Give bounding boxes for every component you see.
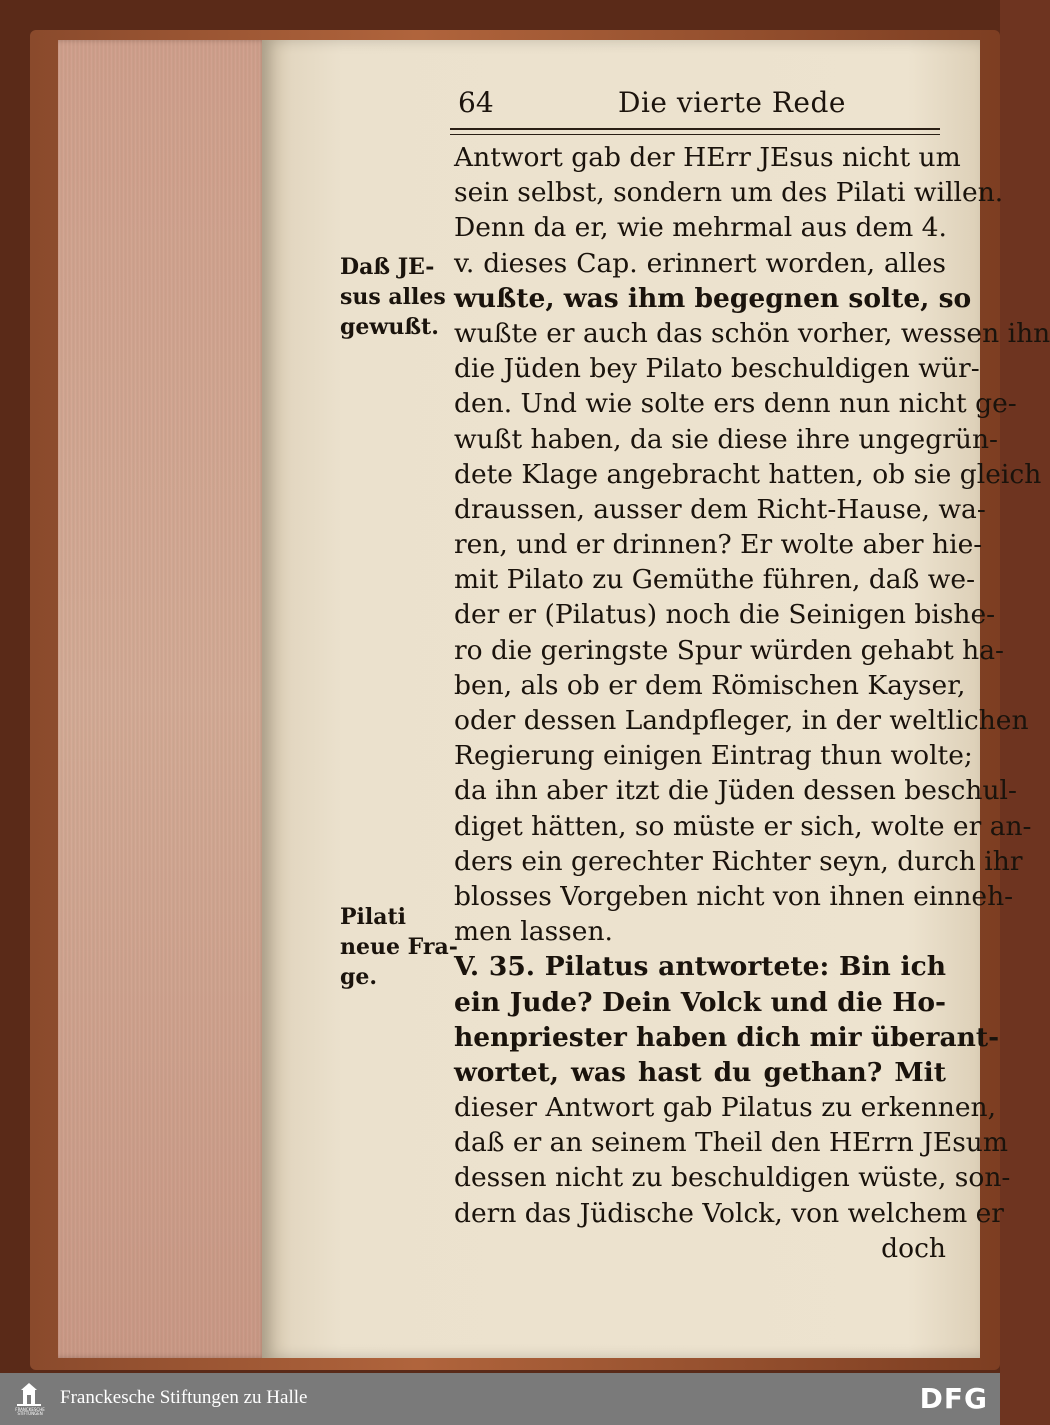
- text-line: sein selbst, sondern um des Pilati willen.: [454, 177, 1004, 209]
- foundation-logo[interactable]: [14, 1381, 44, 1419]
- marginal-line: Pilati: [340, 904, 407, 930]
- body-text: [454, 140, 1050, 1266]
- marginal-line: neue Fra-: [340, 934, 458, 960]
- text-line: ben, als ob er dem Römischen Kayser,: [454, 669, 966, 701]
- header-rule: [450, 128, 940, 135]
- marginal-note: [340, 252, 446, 342]
- text-line: mit Pilato zu Gemüthe führen, daß we-: [454, 564, 976, 596]
- page-number: 64: [458, 86, 494, 119]
- text-line: wußt haben, da sie diese ihre ungegrün-: [454, 423, 998, 455]
- text-line: ro die geringste Spur würden gehabt ha-: [454, 634, 1004, 666]
- text-line: henpriester haben dich mir überant-: [454, 1021, 1000, 1053]
- page-header: [458, 86, 958, 126]
- marginal-line: Daß JE-: [340, 254, 435, 280]
- footer-bar: [0, 1373, 1000, 1425]
- text-line: oder dessen Landpfleger, in der weltlichen: [454, 705, 1029, 736]
- text-line: den. Und wie solte ers denn nun nicht ge-: [454, 388, 1017, 420]
- marginal-line: ge.: [340, 964, 378, 990]
- text-line: dern das Jüdische Volck, von welchem er: [454, 1197, 1004, 1229]
- text-line: draussen, ausser dem Richt-Hause, wa-: [454, 493, 986, 525]
- text-line: V. 35. Pilatus antwortete: Bin ich: [454, 951, 946, 983]
- text-line: daß er an seinem Theil den HErrn JEsum: [454, 1127, 1008, 1159]
- page-edges: [58, 40, 268, 1358]
- marginal-note: [340, 902, 458, 992]
- text-line: v. dieses Cap. erinnert worden, alles: [454, 247, 946, 279]
- catchword: doch: [881, 1232, 946, 1264]
- text-line: wußte, was ihm begegnen solte, so: [454, 282, 972, 314]
- text-line: blosses Vorgeben nicht von ihnen einneh-: [454, 880, 1014, 912]
- text-line: da ihn aber itzt die Jüden dessen beschul-: [454, 775, 1017, 807]
- text-line: ders ein gerechter Richter seyn, durch ihr: [454, 845, 1023, 877]
- text-line: Regierung einigen Eintrag thun wolte;: [454, 740, 973, 772]
- text-line: men lassen.: [454, 916, 613, 948]
- text-line: wortet, was hast du gethan? Mit: [454, 1056, 946, 1088]
- text-line: die Jüden bey Pilato beschuldigen wür-: [454, 353, 980, 385]
- text-line: Denn da er, wie mehrmal aus dem 4.: [454, 212, 947, 244]
- marginal-line: gewußt.: [340, 314, 439, 340]
- institution-name[interactable]: Franckesche Stiftungen zu Halle: [60, 1387, 308, 1408]
- text-line: wußte er auch das schön vorher, wessen ihn: [454, 317, 1050, 349]
- text-line: diget hätten, so müste er sich, wolte er an-: [454, 810, 1032, 842]
- running-head: Die vierte Rede: [618, 86, 846, 119]
- text-line: dessen nicht zu beschuldigen wüste, son-: [454, 1162, 1011, 1194]
- text-line: ein Jude? Dein Volck und die Ho-: [454, 986, 946, 1018]
- text-line: dete Klage angebracht hatten, ob sie gleich: [454, 458, 1042, 490]
- text-line: dieser Antwort gab Pilatus zu erkennen,: [454, 1092, 997, 1124]
- marginal-line: sus alles: [340, 284, 446, 310]
- building-icon: [14, 1381, 44, 1407]
- logo-text: FRANCKESCHE STIFTUNGEN: [15, 1407, 45, 1416]
- dfg-logo[interactable]: DFG: [919, 1382, 988, 1415]
- text-line: Antwort gab der HErr JEsus nicht um: [454, 142, 961, 173]
- text-line: der er (Pilatus) noch die Seinigen bishe-: [454, 599, 996, 631]
- text-line: ren, und er drinnen? Er wolte aber hie-: [454, 529, 983, 561]
